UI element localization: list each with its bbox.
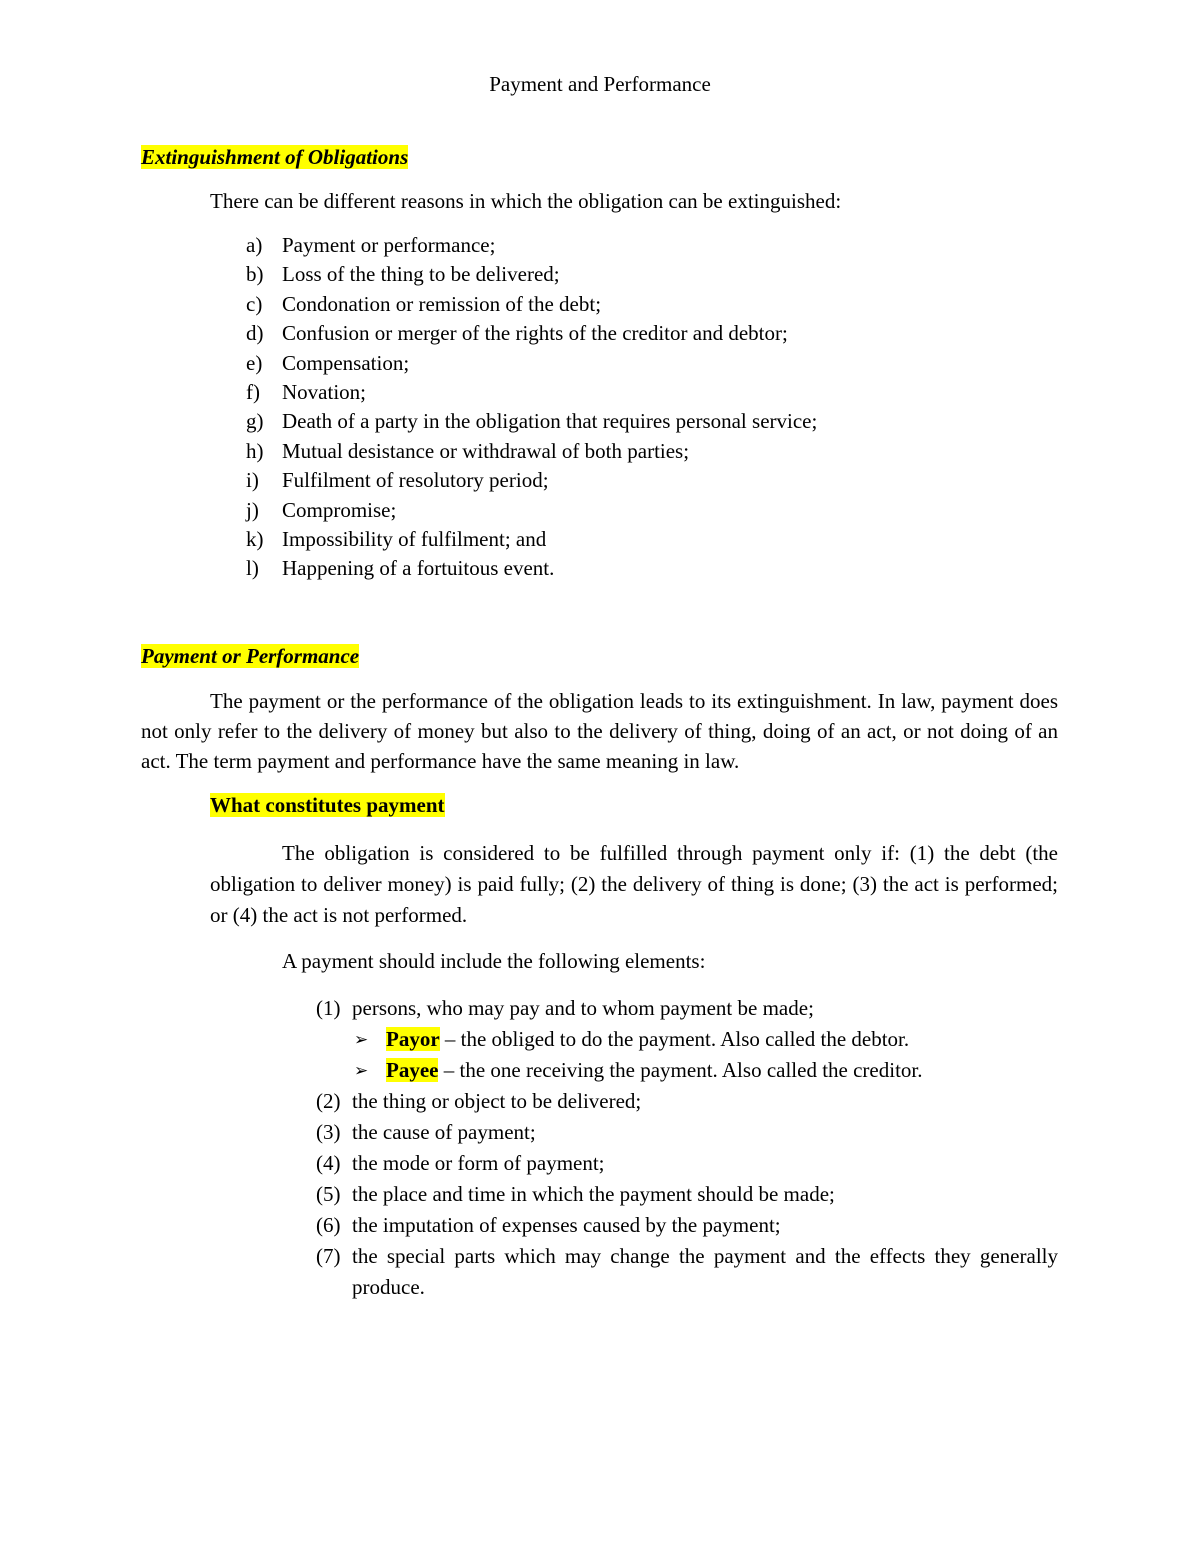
list-item-label: l)	[246, 556, 259, 581]
element-text: the mode or form of payment;	[352, 1151, 605, 1175]
section-heading-text: Payment or Performance	[141, 644, 360, 668]
list-item-label: c)	[246, 291, 263, 316]
bullet-text: – the obliged to do the payment. Also called the debtor.	[439, 1027, 910, 1051]
list-item-text: Novation;	[282, 379, 366, 404]
element-number: (5)	[316, 1182, 341, 1206]
list-item-label: g)	[246, 409, 264, 434]
list-item-label: e)	[246, 350, 263, 375]
element-text: the place and time in which the payment should be made;	[352, 1182, 835, 1206]
list-item-text: Condonation or remission of the debt;	[282, 291, 602, 316]
element-item	[316, 1179, 1058, 1210]
element-text: the thing or object to be delivered;	[352, 1089, 642, 1113]
section1-intro: There can be different reasons in which the obligation can be extinguished:	[210, 189, 842, 213]
list-item-label: k)	[246, 526, 264, 551]
element-number: (7)	[316, 1244, 341, 1268]
list-item-label: f)	[246, 379, 260, 404]
element-item	[316, 1241, 1058, 1303]
what-constitutes-paragraph: The obligation is considered to be fulfilled through payment only if: (1) the debt (the obligation to deliver money) is paid fully; (2) the delivery of thing is done; (3) the act is performed; or (4) the act is not performed.	[210, 841, 1058, 927]
arrow-bullet-icon: ➢	[354, 1030, 369, 1049]
list-item-label: d)	[246, 321, 264, 346]
bullet-text: – the one receiving the payment. Also called the creditor.	[438, 1058, 923, 1082]
list-item-text: Compensation;	[282, 350, 410, 375]
payment-elements-list	[316, 993, 1058, 1303]
element-number: (6)	[316, 1213, 341, 1237]
element-item	[316, 1210, 1058, 1241]
element-number: (3)	[316, 1120, 341, 1144]
element-number: (2)	[316, 1089, 341, 1113]
subheading-text: What constitutes payment	[210, 793, 445, 817]
term-payor: Payor	[386, 1027, 440, 1051]
element-item	[316, 1148, 1058, 1179]
list-item-label: j)	[246, 497, 259, 522]
list-item-text: Confusion or merger of the rights of the creditor and debtor;	[282, 321, 788, 346]
element-item	[316, 1086, 1058, 1117]
list-item-text: Death of a party in the obligation that requires personal service;	[282, 409, 818, 434]
section-heading-payment	[141, 642, 359, 670]
arrow-bullet-icon: ➢	[354, 1061, 369, 1080]
list-item-label: a)	[246, 233, 263, 257]
element-text: the cause of payment;	[352, 1120, 536, 1144]
list-item-text: Impossibility of fulfilment; and	[282, 526, 547, 551]
element-item	[316, 993, 1058, 1086]
element-item	[316, 1117, 1058, 1148]
element-text: the special parts which may change the payment and the effects they generally produce.	[352, 1244, 1058, 1299]
term-payee: Payee	[386, 1058, 439, 1082]
list-item-label: h)	[246, 438, 264, 463]
list-item-text: Fulfilment of resolutory period;	[282, 468, 549, 493]
element-text: persons, who may pay and to whom payment be made;	[352, 996, 814, 1020]
section2-paragraph: The payment or the performance of the obligation leads to its extinguishment. In law, payment does not only refer to the delivery of money but also to the delivery of thing, doing of an act, or not doing of an act. The term payment and performance have the same meaning in law.	[141, 689, 1058, 773]
subheading-what-constitutes-payment	[210, 791, 445, 819]
list-item-text: Compromise;	[282, 497, 397, 522]
page-title: Payment and Performance	[489, 72, 711, 96]
element-text: the imputation of expenses caused by the payment;	[352, 1213, 781, 1237]
list-item-text: Mutual desistance or withdrawal of both parties;	[282, 438, 690, 463]
list-item-text: Payment or performance;	[282, 233, 496, 257]
element-number: (1)	[316, 996, 341, 1020]
section-heading-text: Extinguishment of Obligations	[141, 145, 409, 169]
list-item-text: Loss of the thing to be delivered;	[282, 262, 560, 287]
list-item-text: Happening of a fortuitous event.	[282, 556, 555, 581]
section-heading-extinguishment	[141, 143, 408, 171]
list-item-label: i)	[246, 468, 259, 493]
list-item-label: b)	[246, 262, 264, 287]
party-bullets	[352, 1024, 1058, 1086]
bullet-item-payee	[352, 1055, 1058, 1086]
elements-intro: A payment should include the following elements:	[282, 949, 706, 973]
element-number: (4)	[316, 1151, 341, 1175]
bullet-item-payor	[352, 1024, 1058, 1055]
